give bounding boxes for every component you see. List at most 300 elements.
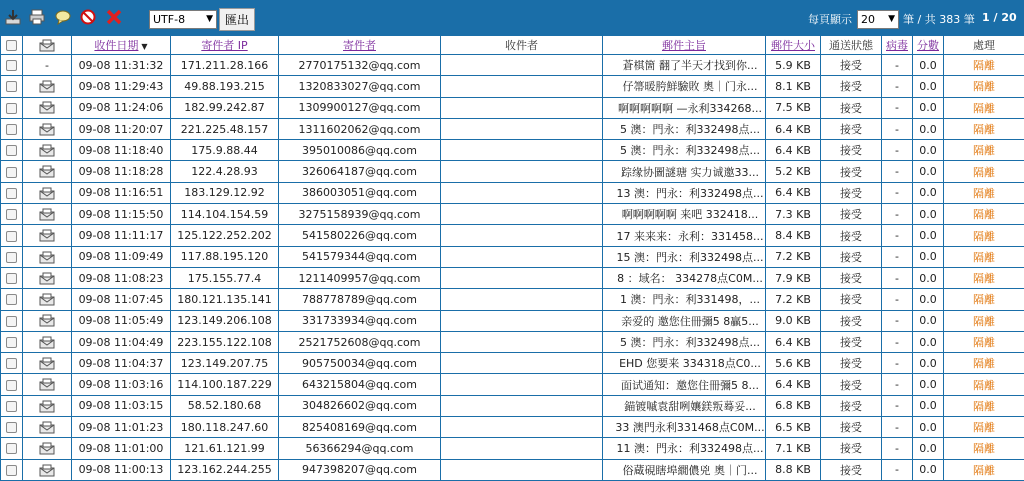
row-size: 8.8 KB <box>766 459 821 480</box>
col-size-label[interactable]: 郵件大小 <box>771 39 815 52</box>
row-checkbox[interactable] <box>6 252 17 263</box>
row-checkbox[interactable] <box>6 60 17 71</box>
row-action-cell <box>944 353 1024 374</box>
row-mark-cell <box>23 310 72 331</box>
quarantine-link[interactable]: 隔離 <box>973 293 995 307</box>
row-subject[interactable]: 仔箒暖胯鮮驗敗 奧｜门永... <box>603 76 766 97</box>
table-row[interactable] <box>1 161 1024 182</box>
row-virus: - <box>882 289 913 310</box>
row-checkbox[interactable] <box>6 401 17 412</box>
col-recipient-label: 收件者 <box>505 39 538 52</box>
quarantine-link[interactable]: 隔離 <box>973 442 995 456</box>
col-sender-ip-label[interactable]: 寄件者 IP <box>201 39 248 52</box>
row-size: 7.2 KB <box>766 289 821 310</box>
row-mark-cell <box>23 353 72 374</box>
row-size: 8.1 KB <box>766 76 821 97</box>
row-action-cell <box>944 161 1024 182</box>
row-status: 接受 <box>821 353 882 374</box>
row-checkbox-cell <box>1 97 23 118</box>
table-header-row <box>1 36 1024 55</box>
row-virus: - <box>882 459 913 480</box>
row-size: 7.5 KB <box>766 97 821 118</box>
row-date: 09-08 11:24:06 <box>72 97 171 118</box>
quarantine-link[interactable]: 隔離 <box>973 314 995 328</box>
row-action-cell <box>944 267 1024 288</box>
quarantine-link[interactable]: 隔離 <box>973 272 995 286</box>
col-subject[interactable] <box>603 36 766 55</box>
row-virus: - <box>882 310 913 331</box>
row-date: 09-08 11:18:28 <box>72 161 171 182</box>
row-checkbox[interactable] <box>6 380 17 391</box>
mail-icon <box>39 39 55 52</box>
quarantine-link[interactable]: 隔離 <box>973 101 995 115</box>
row-checkbox-cell <box>1 289 23 310</box>
row-size: 6.4 KB <box>766 118 821 139</box>
table-row[interactable] <box>1 118 1024 139</box>
select-all-cell <box>1 36 23 55</box>
quarantine-link[interactable]: 隔離 <box>973 165 995 179</box>
row-recipient <box>441 161 603 182</box>
row-subject[interactable]: 面试通知：邀您住冊彌5 8... <box>603 374 766 395</box>
mail-icon <box>39 378 55 391</box>
row-date: 09-08 11:05:49 <box>72 310 171 331</box>
row-size: 7.1 KB <box>766 438 821 459</box>
row-date: 09-08 11:31:32 <box>72 55 171 76</box>
row-status: 接受 <box>821 76 882 97</box>
row-checkbox-cell <box>1 140 23 161</box>
row-date: 09-08 11:11:17 <box>72 225 171 246</box>
row-sender: 541580226@qq.com <box>279 225 441 246</box>
row-size: 7.2 KB <box>766 246 821 267</box>
table-row[interactable] <box>1 395 1024 416</box>
table-row[interactable] <box>1 310 1024 331</box>
mail-icon <box>39 442 55 455</box>
row-sender-ip: 175.155.77.4 <box>171 267 279 288</box>
row-subject[interactable]: 5 澳：門永：利332498点... <box>603 140 766 161</box>
row-status: 接受 <box>821 118 882 139</box>
row-virus: - <box>882 353 913 374</box>
row-checkbox[interactable] <box>6 124 17 135</box>
row-mark-cell <box>23 374 72 395</box>
row-mark-cell <box>23 140 72 161</box>
table-row[interactable] <box>1 182 1024 203</box>
quarantine-link[interactable]: 隔離 <box>973 336 995 349</box>
row-virus: - <box>882 438 913 459</box>
row-subject[interactable]: 蒼棋箇 翻了半天才找到你... <box>603 55 766 76</box>
row-action-cell <box>944 76 1024 97</box>
row-checkbox[interactable] <box>6 81 17 92</box>
row-score: 0.0 <box>913 76 944 97</box>
row-date: 09-08 11:07:45 <box>72 289 171 310</box>
row-sender: 304826602@qq.com <box>279 395 441 416</box>
col-delivery-status-label: 通送狀態 <box>829 39 873 52</box>
row-score: 0.0 <box>913 182 944 203</box>
quarantine-link[interactable]: 隔離 <box>973 208 995 222</box>
row-mark-cell <box>23 55 72 76</box>
table-row[interactable] <box>1 76 1024 97</box>
row-subject[interactable]: 俗蔵硯瞎埠繝儂兇 奧｜门... <box>603 459 766 480</box>
row-size: 6.4 KB <box>766 331 821 352</box>
row-score: 0.0 <box>913 417 944 438</box>
print-icon[interactable] <box>29 9 45 25</box>
row-action-cell <box>944 140 1024 161</box>
row-recipient <box>441 140 603 161</box>
row-sender: 1311602062@qq.com <box>279 118 441 139</box>
row-sender-ip: 123.149.206.108 <box>171 310 279 331</box>
export-button[interactable]: 匯出 <box>219 8 255 31</box>
row-checkbox[interactable] <box>6 145 17 156</box>
row-status: 接受 <box>821 246 882 267</box>
table-row[interactable] <box>1 417 1024 438</box>
row-checkbox[interactable] <box>6 167 17 178</box>
quarantine-link[interactable]: 隔離 <box>973 250 995 264</box>
row-sender-ip: 183.129.12.92 <box>171 182 279 203</box>
row-score: 0.0 <box>913 140 944 161</box>
row-score: 0.0 <box>913 353 944 374</box>
row-checkbox[interactable] <box>6 316 17 327</box>
row-subject[interactable]: 33 澳門永利331468点C0M... <box>603 417 766 438</box>
row-action-cell <box>944 331 1024 352</box>
per-page-value: 20 <box>861 13 875 26</box>
row-sender: 825408169@qq.com <box>279 417 441 438</box>
table-row[interactable] <box>1 204 1024 225</box>
row-score: 0.0 <box>913 55 944 76</box>
row-status: 接受 <box>821 459 882 480</box>
row-virus: - <box>882 161 913 182</box>
row-checkbox[interactable] <box>6 273 17 284</box>
row-checkbox[interactable] <box>6 231 17 242</box>
table-row[interactable] <box>1 374 1024 395</box>
row-sender: 905750034@qq.com <box>279 353 441 374</box>
row-mark-cell <box>23 225 72 246</box>
col-action <box>944 36 1024 55</box>
row-action-cell <box>944 182 1024 203</box>
row-action-cell <box>944 97 1024 118</box>
row-sender-ip: 121.61.121.99 <box>171 438 279 459</box>
row-size: 6.8 KB <box>766 395 821 416</box>
row-sender: 395010086@qq.com <box>279 140 441 161</box>
row-recipient <box>441 353 603 374</box>
table-row[interactable] <box>1 55 1024 76</box>
col-score-label[interactable]: 分數 <box>917 39 939 52</box>
row-checkbox-cell <box>1 438 23 459</box>
mail-icon <box>39 335 55 348</box>
row-action-cell <box>944 55 1024 76</box>
row-status: 接受 <box>821 204 882 225</box>
table-row[interactable] <box>1 459 1024 480</box>
table-row[interactable] <box>1 353 1024 374</box>
row-date: 09-08 11:03:15 <box>72 395 171 416</box>
row-checkbox-cell <box>1 225 23 246</box>
mail-icon <box>39 357 55 370</box>
page-indicator: 1 / 20 <box>982 11 1017 24</box>
table-row[interactable] <box>1 331 1024 352</box>
table-row[interactable] <box>1 438 1024 459</box>
row-recipient <box>441 331 603 352</box>
col-virus[interactable] <box>882 36 913 55</box>
row-subject[interactable]: 17 来来来：永利：331458... <box>603 225 766 246</box>
mail-icon <box>39 250 55 263</box>
row-sender-ip: 182.99.242.87 <box>171 97 279 118</box>
row-subject[interactable]: 13 澳：門永：利332498点... <box>603 182 766 203</box>
quarantine-link[interactable]: 隔離 <box>973 399 995 413</box>
col-recipient <box>441 36 603 55</box>
row-mark-cell <box>23 182 72 203</box>
row-date: 09-08 11:20:07 <box>72 118 171 139</box>
row-score: 0.0 <box>913 267 944 288</box>
row-status: 接受 <box>821 140 882 161</box>
row-virus: - <box>882 417 913 438</box>
row-recipient <box>441 204 603 225</box>
row-subject[interactable]: 5 澳：門永：利332498点... <box>603 118 766 139</box>
row-recipient <box>441 289 603 310</box>
row-recipient <box>441 374 603 395</box>
per-page-select[interactable] <box>857 10 899 29</box>
row-checkbox[interactable] <box>6 358 17 369</box>
col-received-date-label[interactable]: 收件日期 <box>94 39 139 52</box>
row-action-cell <box>944 417 1024 438</box>
row-virus: - <box>882 395 913 416</box>
row-mark-cell <box>23 438 72 459</box>
row-mark-cell <box>23 395 72 416</box>
row-score: 0.0 <box>913 395 944 416</box>
row-date: 09-08 11:01:00 <box>72 438 171 459</box>
row-score: 0.0 <box>913 161 944 182</box>
quarantine-link[interactable]: 隔離 <box>973 463 995 477</box>
row-recipient <box>441 225 603 246</box>
row-checkbox-cell <box>1 417 23 438</box>
row-status: 接受 <box>821 225 882 246</box>
quarantine-link[interactable]: 隔離 <box>973 80 995 94</box>
delete-icon[interactable] <box>106 9 122 25</box>
col-subject-label[interactable]: 郵件主旨 <box>662 39 706 52</box>
row-sender-ip: 125.122.252.202 <box>171 225 279 246</box>
row-recipient <box>441 55 603 76</box>
col-delivery-status <box>821 36 882 55</box>
row-subject[interactable]: EHD 您要来 334318点C0... <box>603 353 766 374</box>
row-checkbox-cell <box>1 310 23 331</box>
quarantine-link[interactable]: 隔離 <box>973 123 995 137</box>
row-date: 09-08 11:15:50 <box>72 204 171 225</box>
table-row[interactable] <box>1 267 1024 288</box>
row-sender-ip: 180.118.247.60 <box>171 417 279 438</box>
row-checkbox[interactable] <box>6 103 17 114</box>
row-date: 09-08 11:18:40 <box>72 140 171 161</box>
row-virus: - <box>882 225 913 246</box>
mail-icon <box>39 122 55 135</box>
col-sender-label[interactable]: 寄件者 <box>343 39 376 52</box>
row-size: 6.4 KB <box>766 140 821 161</box>
mail-icon <box>39 80 55 93</box>
col-size[interactable] <box>766 36 821 55</box>
charset-value: UTF-8 <box>153 13 186 26</box>
row-recipient <box>441 76 603 97</box>
row-checkbox[interactable] <box>6 422 17 433</box>
mail-icon <box>39 165 55 178</box>
charset-select[interactable] <box>149 10 217 29</box>
row-size: 5.6 KB <box>766 353 821 374</box>
select-all-checkbox[interactable] <box>6 40 17 51</box>
row-subject[interactable]: 5 澳：門永：利332498点... <box>603 331 766 352</box>
row-action-cell <box>944 395 1024 416</box>
col-sender-ip[interactable] <box>171 36 279 55</box>
row-virus: - <box>882 331 913 352</box>
row-recipient <box>441 459 603 480</box>
row-virus: - <box>882 97 913 118</box>
row-date: 09-08 11:09:49 <box>72 246 171 267</box>
row-action-cell <box>944 225 1024 246</box>
quarantine-link[interactable]: 隔離 <box>973 59 995 73</box>
table-row[interactable] <box>1 225 1024 246</box>
row-recipient <box>441 267 603 288</box>
row-size: 8.4 KB <box>766 225 821 246</box>
row-score: 0.0 <box>913 225 944 246</box>
table-row[interactable] <box>1 140 1024 161</box>
row-recipient <box>441 417 603 438</box>
chevron-down-icon: ▼ <box>206 14 213 24</box>
row-sender-ip: 114.100.187.229 <box>171 374 279 395</box>
row-checkbox-cell <box>1 331 23 352</box>
row-status: 接受 <box>821 289 882 310</box>
row-sender: 947398207@qq.com <box>279 459 441 480</box>
row-mark-cell <box>23 246 72 267</box>
row-sender: 1309900127@qq.com <box>279 97 441 118</box>
quarantine-link[interactable]: 隔離 <box>973 357 995 371</box>
row-subject[interactable]: 錨镀嘁袁甜咧孃鎂叛蓦妥... <box>603 395 766 416</box>
row-mark-cell <box>23 118 72 139</box>
col-virus-label[interactable]: 病毒 <box>886 39 908 52</box>
row-action-cell <box>944 204 1024 225</box>
quarantine-link[interactable]: 隔離 <box>973 144 995 158</box>
row-size: 6.4 KB <box>766 182 821 203</box>
mail-icon <box>39 463 55 476</box>
row-virus: - <box>882 140 913 161</box>
row-sender-ip: 122.4.28.93 <box>171 161 279 182</box>
row-virus: - <box>882 374 913 395</box>
table-row[interactable] <box>1 289 1024 310</box>
row-subject[interactable]: 踪缘协圖謎瑭 实力诚邀33... <box>603 161 766 182</box>
quarantine-link[interactable]: 隔離 <box>973 229 995 243</box>
row-checkbox[interactable] <box>6 443 17 454</box>
mail-icon <box>39 314 55 327</box>
quarantine-link[interactable]: 隔離 <box>973 421 995 435</box>
row-checkbox-cell <box>1 353 23 374</box>
row-subject[interactable]: 亲爱的 邀您住冊彌5 8贏5... <box>603 310 766 331</box>
quarantine-link[interactable]: 隔離 <box>973 378 995 392</box>
row-date: 09-08 11:04:37 <box>72 353 171 374</box>
row-recipient <box>441 395 603 416</box>
col-sender[interactable] <box>279 36 441 55</box>
row-mark-cell <box>23 331 72 352</box>
row-checkbox-cell <box>1 118 23 139</box>
row-status: 接受 <box>821 331 882 352</box>
row-sender-ip: 58.52.180.68 <box>171 395 279 416</box>
chevron-down-icon: ▼ <box>888 14 895 24</box>
row-mark-cell <box>23 76 72 97</box>
row-mark-cell <box>23 204 72 225</box>
row-checkbox-cell <box>1 204 23 225</box>
row-size: 6.5 KB <box>766 417 821 438</box>
row-checkbox-cell <box>1 395 23 416</box>
row-checkbox[interactable] <box>6 337 17 348</box>
row-virus: - <box>882 204 913 225</box>
row-score: 0.0 <box>913 246 944 267</box>
row-checkbox-cell <box>1 76 23 97</box>
message-icon[interactable] <box>55 9 71 25</box>
quarantine-link[interactable]: 隔離 <box>973 186 995 200</box>
row-virus: - <box>882 118 913 139</box>
download-icon[interactable] <box>5 9 21 25</box>
row-sender: 643215804@qq.com <box>279 374 441 395</box>
row-score: 0.0 <box>913 118 944 139</box>
row-status: 接受 <box>821 395 882 416</box>
row-size: 9.0 KB <box>766 310 821 331</box>
row-mark-cell <box>23 289 72 310</box>
row-checkbox[interactable] <box>6 209 17 220</box>
row-sender-ip: 221.225.48.157 <box>171 118 279 139</box>
col-received-date[interactable] <box>72 36 171 55</box>
row-mark-cell <box>23 417 72 438</box>
row-checkbox-cell <box>1 161 23 182</box>
row-status: 接受 <box>821 182 882 203</box>
row-size: 7.3 KB <box>766 204 821 225</box>
row-sender-ip: 117.88.195.120 <box>171 246 279 267</box>
row-sender: 326064187@qq.com <box>279 161 441 182</box>
row-status: 接受 <box>821 161 882 182</box>
col-score[interactable] <box>913 36 944 55</box>
row-checkbox[interactable] <box>6 294 17 305</box>
row-score: 0.0 <box>913 289 944 310</box>
row-subject[interactable]: 啊啊啊啊啊 —永利334268... <box>603 97 766 118</box>
row-checkbox[interactable] <box>6 465 17 476</box>
row-date: 09-08 11:16:51 <box>72 182 171 203</box>
row-checkbox-cell <box>1 182 23 203</box>
row-sender: 541579344@qq.com <box>279 246 441 267</box>
row-checkbox[interactable] <box>6 188 17 199</box>
row-subject[interactable]: 11 澳：門永：利332498点... <box>603 438 766 459</box>
row-subject[interactable]: 15 澳：門永：利332498点... <box>603 246 766 267</box>
row-action-cell <box>944 118 1024 139</box>
row-sender: 1211409957@qq.com <box>279 267 441 288</box>
row-checkbox-cell <box>1 246 23 267</box>
row-sender: 2521752608@qq.com <box>279 331 441 352</box>
table-row[interactable] <box>1 97 1024 118</box>
per-page-label: 每頁顯示 <box>808 13 852 26</box>
row-sender: 331733934@qq.com <box>279 310 441 331</box>
row-subject[interactable]: 1 澳：門永：利331498，... <box>603 289 766 310</box>
row-status: 接受 <box>821 417 882 438</box>
row-sender-ip: 49.88.193.215 <box>171 76 279 97</box>
row-virus: - <box>882 267 913 288</box>
row-score: 0.0 <box>913 374 944 395</box>
row-virus: - <box>882 182 913 203</box>
mail-table-body <box>1 55 1024 481</box>
mail-icon <box>39 293 55 306</box>
row-subject[interactable]: 8 ：域名： 334278点C0M... <box>603 267 766 288</box>
block-icon[interactable] <box>80 9 96 25</box>
row-sender: 788778789@qq.com <box>279 289 441 310</box>
row-status: 接受 <box>821 374 882 395</box>
row-sender-ip: 123.162.244.255 <box>171 459 279 480</box>
row-score: 0.0 <box>913 459 944 480</box>
row-subject[interactable]: 啊啊啊啊啊 来吧 332418... <box>603 204 766 225</box>
row-sender-ip: 123.149.207.75 <box>171 353 279 374</box>
mail-icon <box>39 271 55 284</box>
row-score: 0.0 <box>913 310 944 331</box>
row-status: 接受 <box>821 438 882 459</box>
table-row[interactable] <box>1 246 1024 267</box>
row-recipient <box>441 246 603 267</box>
